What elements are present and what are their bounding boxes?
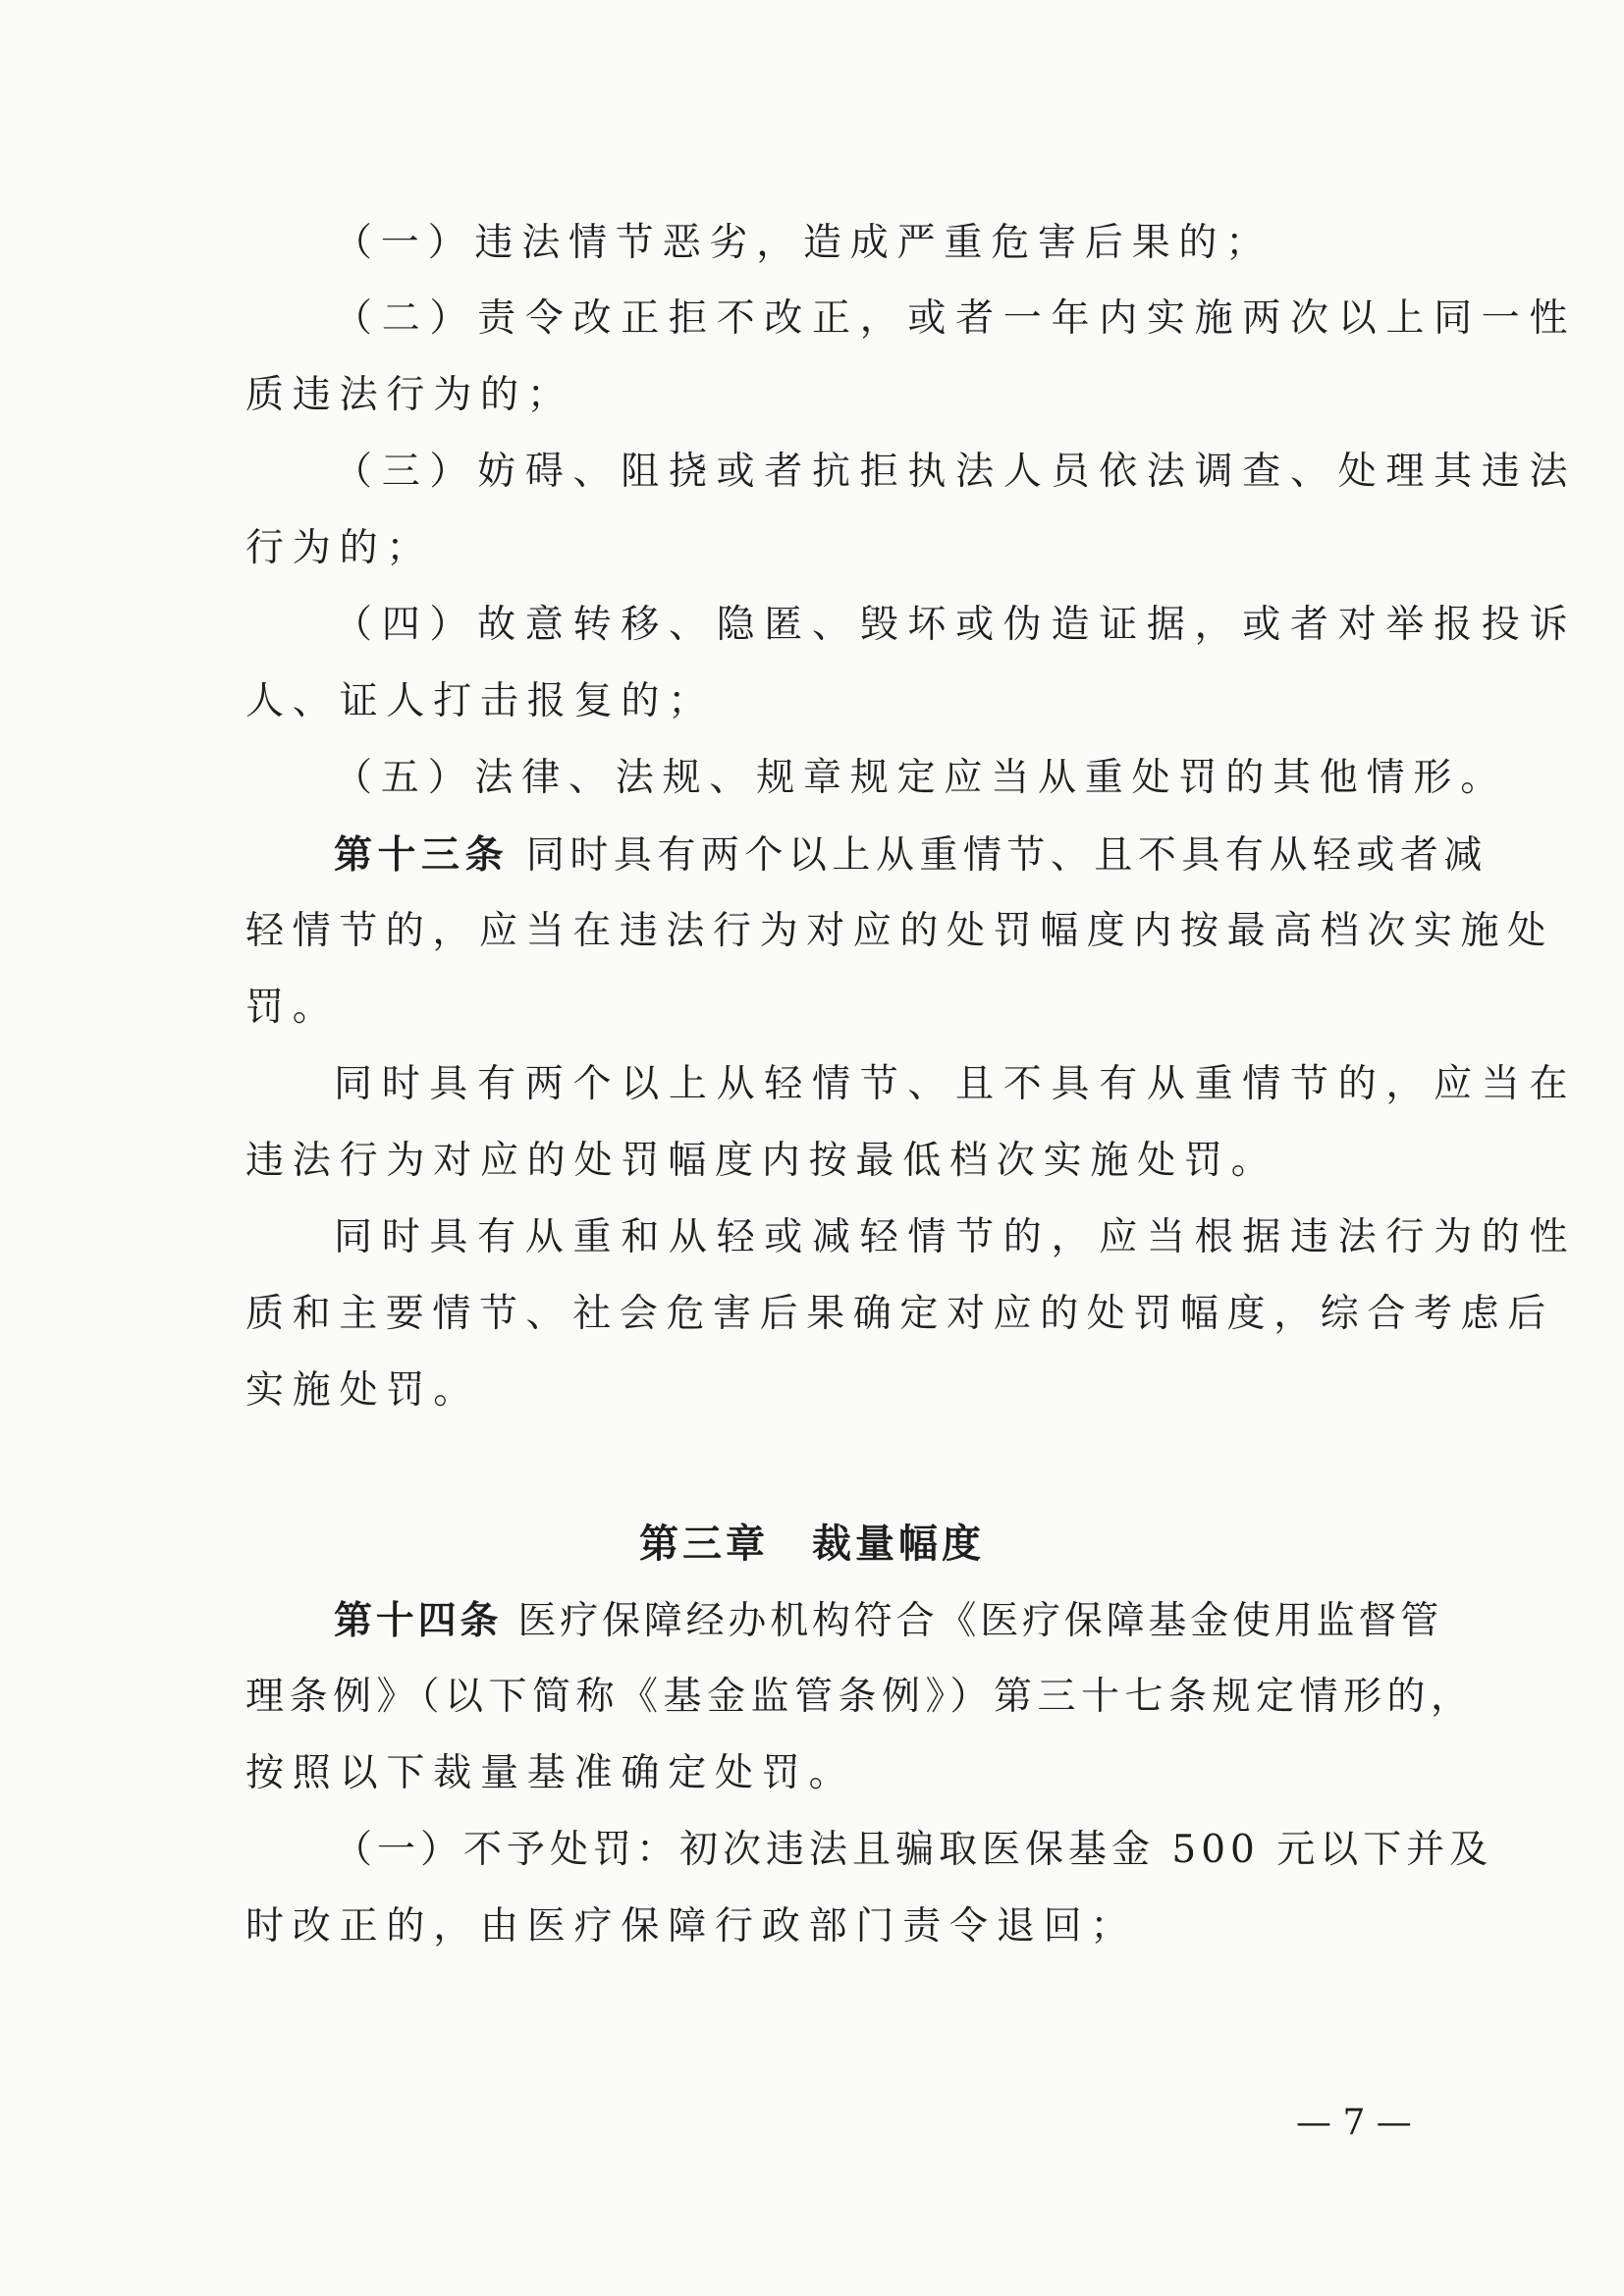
text-line: 质违法行为的； [245,373,574,417]
text-line: 实施处罚。 [245,1368,481,1413]
text-line: （二）责令改正拒不改正，或者一年内实施两次以上同一性 [334,296,1578,341]
article-14-line [334,1596,1442,1646]
page-number: — 7 — [1296,2103,1412,2143]
text-line: 同时具有两个以上从轻情节、且不具有从重情节的，应当在 [334,1062,1578,1106]
text-line: （五）法律、法规、规章规定应当从重处罚的其他情形。 [334,756,1508,800]
text-line: 理条例》（以下简称《基金监管条例》）第三十七条规定情形的， [245,1675,1475,1719]
text-line: 同时具有从重和从轻或减轻情节的，应当根据违法行为的性 [334,1215,1578,1259]
text-line: 行为的； [245,526,434,570]
text-line: 罚。 [245,986,340,1030]
text-line: 按照以下裁量基准确定处罚。 [245,1751,856,1795]
text-line: 时改正的，由医疗保障行政部门责令退回； [245,1904,1138,1949]
text-line: （一）违法情节恶劣，造成严重危害后果的； [334,221,1273,265]
article-text: 医疗保障经办机构符合《医疗保障基金使用监督管 [517,1599,1443,1643]
article-text: 同时具有两个以上从重情节、且不具有从轻或者减 [525,833,1488,878]
text-line: 违法行为对应的处罚幅度内按最低档次实施处罚。 [245,1139,1278,1183]
text-line: （四）故意转移、隐匿、毁坏或伪造证据，或者对举报投诉 [334,603,1578,647]
text-line: （一）不予处罚：初次违法且骗取医保基金 500 元以下并及 [334,1828,1493,1872]
article-13-line [334,830,1488,881]
text-line: 人、证人打击报复的； [245,679,716,723]
article-number: 第十四条 [334,1598,503,1643]
text-line: 轻情节的，应当在违法行为对应的处罚幅度内按最高档次实施处 [245,909,1554,953]
article-number: 第十三条 [334,832,510,878]
chapter-heading: 第三章 裁量幅度 [639,1522,985,1567]
text-line: 质和主要情节、社会危害后果确定对应的处罚幅度，综合考虑后 [245,1292,1554,1336]
text-line: （三）妨碍、阻挠或者抗拒执法人员依法调查、处理其违法 [334,450,1578,494]
